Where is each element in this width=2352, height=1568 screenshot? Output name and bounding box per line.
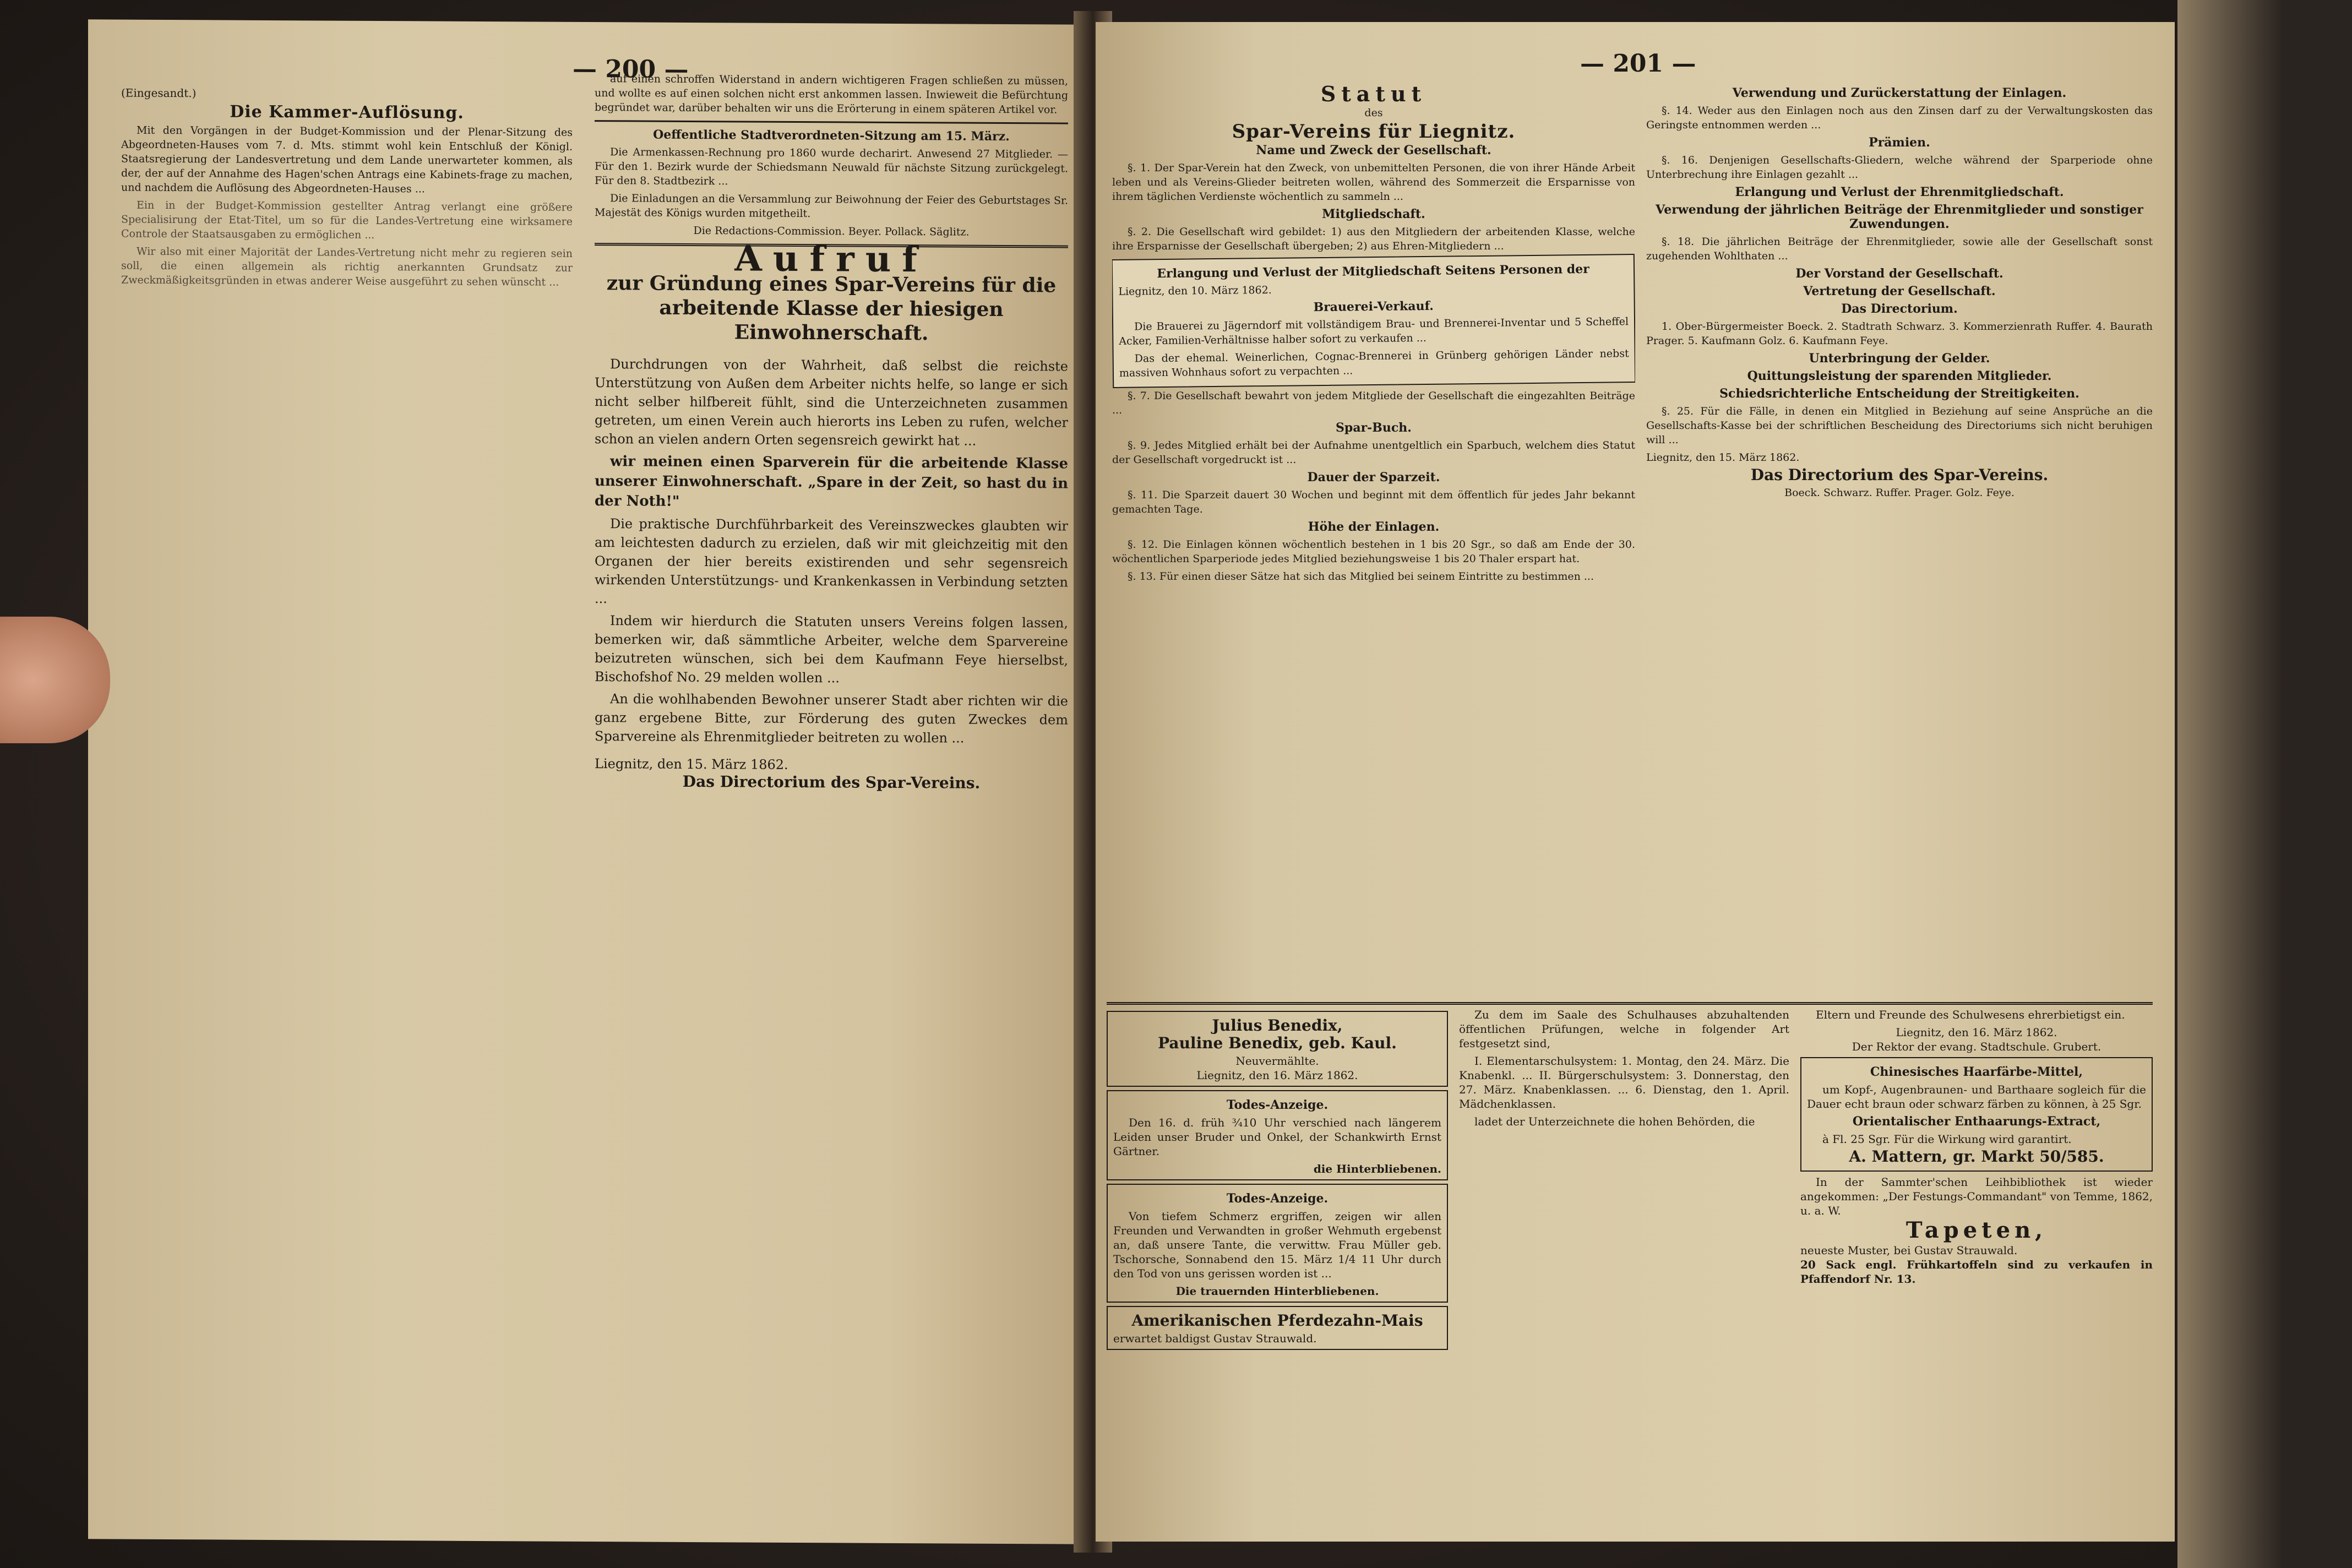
paragraph: §. 18. Die jährlichen Beiträge der Ehrenmitglieder, sowie alle der Gesellschaft sonst zugehenden Wohlthaten ... — [1646, 236, 2153, 262]
signature-directorium: Das Directorium des Spar-Vereins. — [682, 772, 981, 792]
statut-title: Spar-Vereins für Liegnitz. — [1232, 121, 1516, 143]
death-sign: die Hinterbliebenen. — [1313, 1162, 1441, 1175]
paragraph: An die wohlhabenden Bewohner unserer Stadt aber richten wir die ganz ergebene Bitte, zur Förderung des guten Zweckes dem Sparvereine als Ehrenmitglieder beitreten zu wollen ... — [595, 691, 1068, 746]
paragraph: auf einen schroffen Widerstand in andern wichtigeren Fragen schließen zu müssen, und wollte es auf einen solchen nicht erst ankommen lassen. Inwieweit die Befürchtung begründet war, darüber behalten wir uns die Erörterung in einem späteren Artikel vor. — [595, 73, 1068, 116]
ad-wedding — [1107, 1011, 1448, 1087]
right-page — [1096, 22, 2175, 1542]
paragraph: §. 2. Die Gesellschaft wird gebildet: 1) aus den Mitgliedern der arbeitenden Klasse, welche ihre Ersparnisse der Gesellschaft übergeben; 2) aus Ehren-Mitgliedern ... — [1112, 226, 1635, 252]
section-schiedsrichter: Schiedsrichterliche Entscheidung der Streitigkeiten. — [1719, 386, 2079, 401]
extract-text: à Fl. 25 Sgr. Für die Wirkung wird garantirt. — [1822, 1133, 2072, 1146]
section-directorium: Das Directorium. — [1841, 302, 1958, 316]
ads-divider — [1107, 1002, 2153, 1005]
left-column-1 — [121, 86, 573, 1531]
ads-column-1 — [1107, 1008, 1448, 1448]
page-number-201: — 201 — — [1580, 50, 1696, 78]
paragraph: Wir also mit einer Majorität der Landes-Vertretung nicht mehr zu regieren sein soll, die einen allgemein als richtig anerkannten Grundsatz zur Zweckmäßigkeitsgründen in etwas anderer Weise ausgeführt zu sehen wünscht ... — [121, 245, 573, 288]
ads-column-2 — [1459, 1008, 1789, 1448]
wedding-date: Liegnitz, den 16. März 1862. — [1196, 1069, 1358, 1082]
section-unterbringung: Unterbringung der Gelder. — [1809, 351, 1990, 366]
section-sparbuch: Spar-Buch. — [1336, 421, 1412, 435]
ads-column-3 — [1800, 1008, 2153, 1448]
kartoffeln: 20 Sack engl. Frühkartoffeln sind zu verkaufen in Pfaffendorf Nr. 13. — [1800, 1258, 2153, 1286]
paragraph: Durchdrungen von der Wahrheit, daß selbst die reichste Unterstützung von Außen dem Arbeiter nichts helfe, so lange er sich nicht selber hilfbereit fühlt, sind die Unterzeichneten zusammen getreten, um einen Verein auch hierorts ins Leben zu rufen, welcher schon an vielen andern Orten segensreich gewirkt hat ... — [595, 356, 1068, 449]
motto: wir meinen einen Sparverein für die arbeitende Klasse unserer Einwohnerschaft. „Spare in der Zeit, so hast du in der Noth!" — [595, 453, 1068, 510]
signature-directorium: Das Directorium des Spar-Vereins. — [1750, 466, 2049, 484]
mattern: A. Mattern, gr. Markt 50/585. — [1849, 1147, 2104, 1166]
haar-text: um Kopf-, Augenbraunen- und Barthaare sogleich für die Dauer echt braun oder schwarz färben zu können, à 25 Sgr. — [1807, 1083, 2146, 1110]
insert-text: Die Brauerei zu Jägerndorf mit vollständigem Brau- und Brennerei-Inventar und 5 Scheffel Acker, Familien-Verhältnisse halber sofort zu verkaufen ... — [1119, 315, 1629, 347]
section-hoehe: Höhe der Einlagen. — [1308, 520, 1440, 534]
paragraph: §. 12. Die Einlagen können wöchentlich bestehen in 1 bis 20 Sgr., so daß am Ende der 30. wöchentlichen Sparperiode jedes Mitglied beziehungsweise 1 bis 20 Thaler erspart hat. — [1112, 538, 1635, 565]
commission-signature: Die Redactions-Commission. Beyer. Pollack. Säglitz. — [693, 225, 970, 238]
death-text: Den 16. d. früh ¾10 Uhr verschied nach längerem Leiden unser Bruder und Onkel, der Schankwirth Ernst Gärtner. — [1113, 1116, 1441, 1158]
aufruf-heading: Aufruf — [734, 238, 928, 281]
ad-mais — [1107, 1306, 1448, 1350]
name-julius: Julius Benedix, — [1212, 1016, 1343, 1035]
insert-title: Erlangung und Verlust der Mitgliedschaft Seitens Personen der — [1157, 262, 1589, 281]
todes-anzeige-title: Todes-Anzeige. — [1226, 1098, 1329, 1112]
paragraph: Mit den Vorgängen in der Budget-Kommission und der Plenar-Sitzung des Abgeordneten-Hauses vom 7. d. Mts. stimmt wohl kein Entschluß der Königl. Staatsregierung der Landesvertretung und dem Lande unerwarteter kommen, als der, der auf der Annahme des Hagen'schen Antrags eine Kabinets-frage zu machen, und nachdem die Auflösung des Abgeordneten-Hauses ... — [121, 124, 573, 195]
school-end: ladet der Unterzeichnete die hohen Behörden, die — [1474, 1115, 1755, 1128]
paragraph: Ein in der Budget-Kommission gestellter Antrag verlangt eine größere Specialisirung der Etat-Titel, um so für die Landes-Vertretung eine wirksamere Controle der Staatsausgaben zu ermöglichen ... — [121, 199, 573, 241]
right-column-1 — [1112, 83, 1635, 974]
divider — [595, 120, 1068, 124]
ad-haarfaerbe — [1800, 1057, 2153, 1172]
paragraph: §. 9. Jedes Mitglied erhält bei der Aufnahme unentgeltlich ein Sparbuch, welchem dies Statut der Gesellschaft vorgedruckt ist ... — [1112, 439, 1635, 466]
death-text: Von tiefem Schmerz ergriffen, zeigen wir allen Freunden und Verwandten in großer Wehmuth ergebenst an, daß unsere Tante, die verwittw. Frau Müller geb. Tschorsche, Sonnabend den 15. März 1/4 11 Uhr durch den Tod von uns gerissen worden ist ... — [1113, 1210, 1441, 1280]
left-column-2 — [595, 72, 1068, 1517]
neuvermaehlte: Neuvermählte. — [1235, 1054, 1319, 1068]
paragraph: §. 25. Für die Fälle, in denen ein Mitglied in Beziehung auf seine Ansprüche an die Gesellschafts-Kasse bei der schriftlichen Bescheidung des Directoriums sich nicht beruhigen will ... — [1646, 405, 2153, 446]
rektor: Der Rektor der evang. Stadtschule. Grubert. — [1852, 1040, 2101, 1053]
school-intro: Zu dem im Saale des Schulhauses abzuhaltenden öffentlichen Prüfungen, welche in folgender Art festgesetzt sind, — [1459, 1008, 1789, 1050]
directorium-members: 1. Ober-Bürgermeister Boeck. 2. Stadtrath Schwarz. 3. Kommerzienrath Ruffer. 4. Baurath Prager. 5. Kaufmann Golz. 6. Kaufmann Feye. — [1646, 320, 2153, 347]
tapeten-sub: neueste Muster, bei Gustav Strauwald. — [1800, 1244, 2018, 1257]
section-vorstand: Der Vorstand der Gesellschaft. — [1795, 266, 2003, 281]
pasted-insert — [1112, 254, 1635, 388]
eingesandt-label: (Eingesandt.) — [121, 86, 197, 100]
statut-heading: Statut — [1320, 83, 1427, 106]
haar-title: Chinesisches Haarfärbe-Mittel, — [1870, 1065, 2083, 1079]
leihbibliothek: In der Sammter'schen Leihbibliothek ist wieder angekommen: „Der Festungs-Commandant" von Temme, 1862, u. a. W. — [1800, 1175, 2153, 1217]
section-praemien: Prämien. — [1869, 135, 1930, 150]
paragraph: Die Einladungen an die Versammlung zur Beiwohnung der Feier des Geburtstages Sr. Majestät des Königs wurden mitgetheilt. — [595, 192, 1068, 220]
insert-date: Liegnitz, den 10. März 1862. — [1118, 284, 1272, 298]
aufruf-subtitle: zur Gründung eines Spar-Vereins für die arbeitende Klasse der hiesigen Einwohnerschaft. — [606, 271, 1057, 345]
date-line: Liegnitz, den 15. März 1862. — [1646, 451, 1800, 464]
section-mitgliedschaft: Mitgliedschaft. — [1322, 207, 1425, 221]
ad-death-1 — [1107, 1090, 1448, 1180]
section-title-stadtverordneten: Oeffentliche Stadtverordneten-Sitzung am 15. März. — [653, 127, 1010, 144]
ad-death-2 — [1107, 1184, 1448, 1303]
name-pauline: Pauline Benedix, geb. Kaul. — [1158, 1034, 1397, 1052]
paragraph: §. 11. Die Sparzeit dauert 30 Wochen und beginnt mit dem öffentlich für jedes Jahr bekannt gemachten Tage. — [1112, 489, 1635, 515]
book-edge-shadow — [2177, 0, 2352, 1568]
extract-title: Orientalischer Enthaarungs-Extract, — [1852, 1114, 2101, 1129]
todes-anzeige-title: Todes-Anzeige. — [1226, 1191, 1329, 1206]
directorium-names: Boeck. Schwarz. Ruffer. Prager. Golz. Feye. — [1784, 487, 2015, 499]
paragraph: Die praktische Durchführbarkeit des Vereinszweckes glaubten wir am leichtesten dadurch zu erzielen, daß wir mit gleichzeitig mit den Organen der hier bereits existirenden und sehr segensreich wirkenden Unterstützungs- und Krankenkassen in Verbindung setzten ... — [595, 516, 1068, 607]
des-label: des — [1364, 107, 1383, 119]
paragraph: Indem wir hierdurch die Statuten unsers Vereins folgen lassen, bemerken wir, daß sämmtliche Arbeiter, welche dem Sparvereine beizutreten wünschen, sich bei dem Kaufmann Feye hierselbst, Bischofshof No. 29 melden wollen ... — [595, 613, 1068, 686]
section-ehrenmitgliedschaft: Erlangung und Verlust der Ehrenmitgliedschaft. — [1735, 185, 2064, 199]
eltern-date: Liegnitz, den 16. März 1862. — [1896, 1026, 2057, 1039]
tapeten-title: Tapeten, — [1905, 1217, 2048, 1243]
page-number-200: — 200 — — [573, 55, 689, 84]
paragraph: §. 1. Der Spar-Verein hat den Zweck, von unbemittelten Personen, die von ihrer Hände Arbeit leben und als Vereins-Glieder beitreten wollen, während des Sommerzeit die Ersparnisse von ihrem täglichen Verdienste wöchentlich zu sammeln ... — [1112, 162, 1635, 203]
article-title-kammer: Die Kammer-Auflösung. — [230, 102, 464, 123]
insert-weinerlich: Das der ehemal. Weinerlichen, Cognac-Brennerei in Grünberg gehörigen Länder nebst massiven Wohnhaus sofort zu verpachten ... — [1119, 347, 1629, 379]
date-line: Liegnitz, den 15. März 1862. — [595, 756, 788, 772]
section-verwendung-beitraege: Verwendung der jährlichen Beiträge der Ehrenmitglieder und sonstiger Zuwendungen. — [1656, 203, 2143, 231]
mais-title: Amerikanischen Pferdezahn-Mais — [1131, 1311, 1423, 1330]
paragraph: §. 16. Denjenigen Gesellschafts-Gliedern, welche während der Sparperiode ohne Unterbrechung ihre Einlagen gezahlt ... — [1646, 154, 2153, 181]
school-schedule: I. Elementarschulsystem: 1. Montag, den 24. März. Die Knabenkl. ... II. Bürgerschulsystem: 3. Donnerstag, den 27. März. Knabenklassen. ... 6. Dienstag, den 1. April. Mädchenklassen. — [1459, 1054, 1789, 1110]
paragraph: §. 13. Für einen dieser Sätze hat sich das Mitglied bei seinem Eintritte zu bestimmen ... — [1128, 570, 1594, 582]
paragraph: §. 14. Weder aus den Einlagen noch aus den Zinsen darf zu der Verwaltungskosten das Geringste entnommen werden ... — [1646, 105, 2153, 131]
insert-brauerei-title: Brauerei-Verkauf. — [1313, 298, 1434, 315]
section-quittung: Quittungsleistung der sparenden Mitglieder. — [1747, 369, 2052, 383]
section-verwendung: Verwendung und Zurückerstattung der Einlagen. — [1732, 86, 2067, 100]
section-dauer: Dauer der Sparzeit. — [1307, 470, 1440, 484]
left-page — [88, 19, 1085, 1544]
paragraph: Die Armenkassen-Rechnung pro 1860 wurde decharirt. Anwesend 27 Mitglieder. — Für den 1. Bezirk wurde der Schiedsmann Neuwald für nächste Sitzung zurückgelegt. Für den 8. Stadtbezirk ... — [595, 146, 1068, 188]
mais-sub: erwartet baldigst Gustav Strauwald. — [1113, 1332, 1317, 1345]
right-column-2 — [1646, 83, 2153, 974]
paragraph: §. 7. Die Gesellschaft bewahrt von jedem Mitgliede der Gesellschaft die eingezahlten Beiträge ... — [1112, 390, 1635, 416]
death-sign: Die trauernden Hinterbliebenen. — [1175, 1284, 1379, 1298]
section-vertretung: Vertretung der Gesellschaft. — [1803, 284, 1996, 298]
eltern-text: Eltern und Freunde des Schulwesens ehrerbietigst ein. — [1816, 1008, 2125, 1021]
section-name-zweck: Name und Zweck der Gesellschaft. — [1256, 143, 1491, 157]
